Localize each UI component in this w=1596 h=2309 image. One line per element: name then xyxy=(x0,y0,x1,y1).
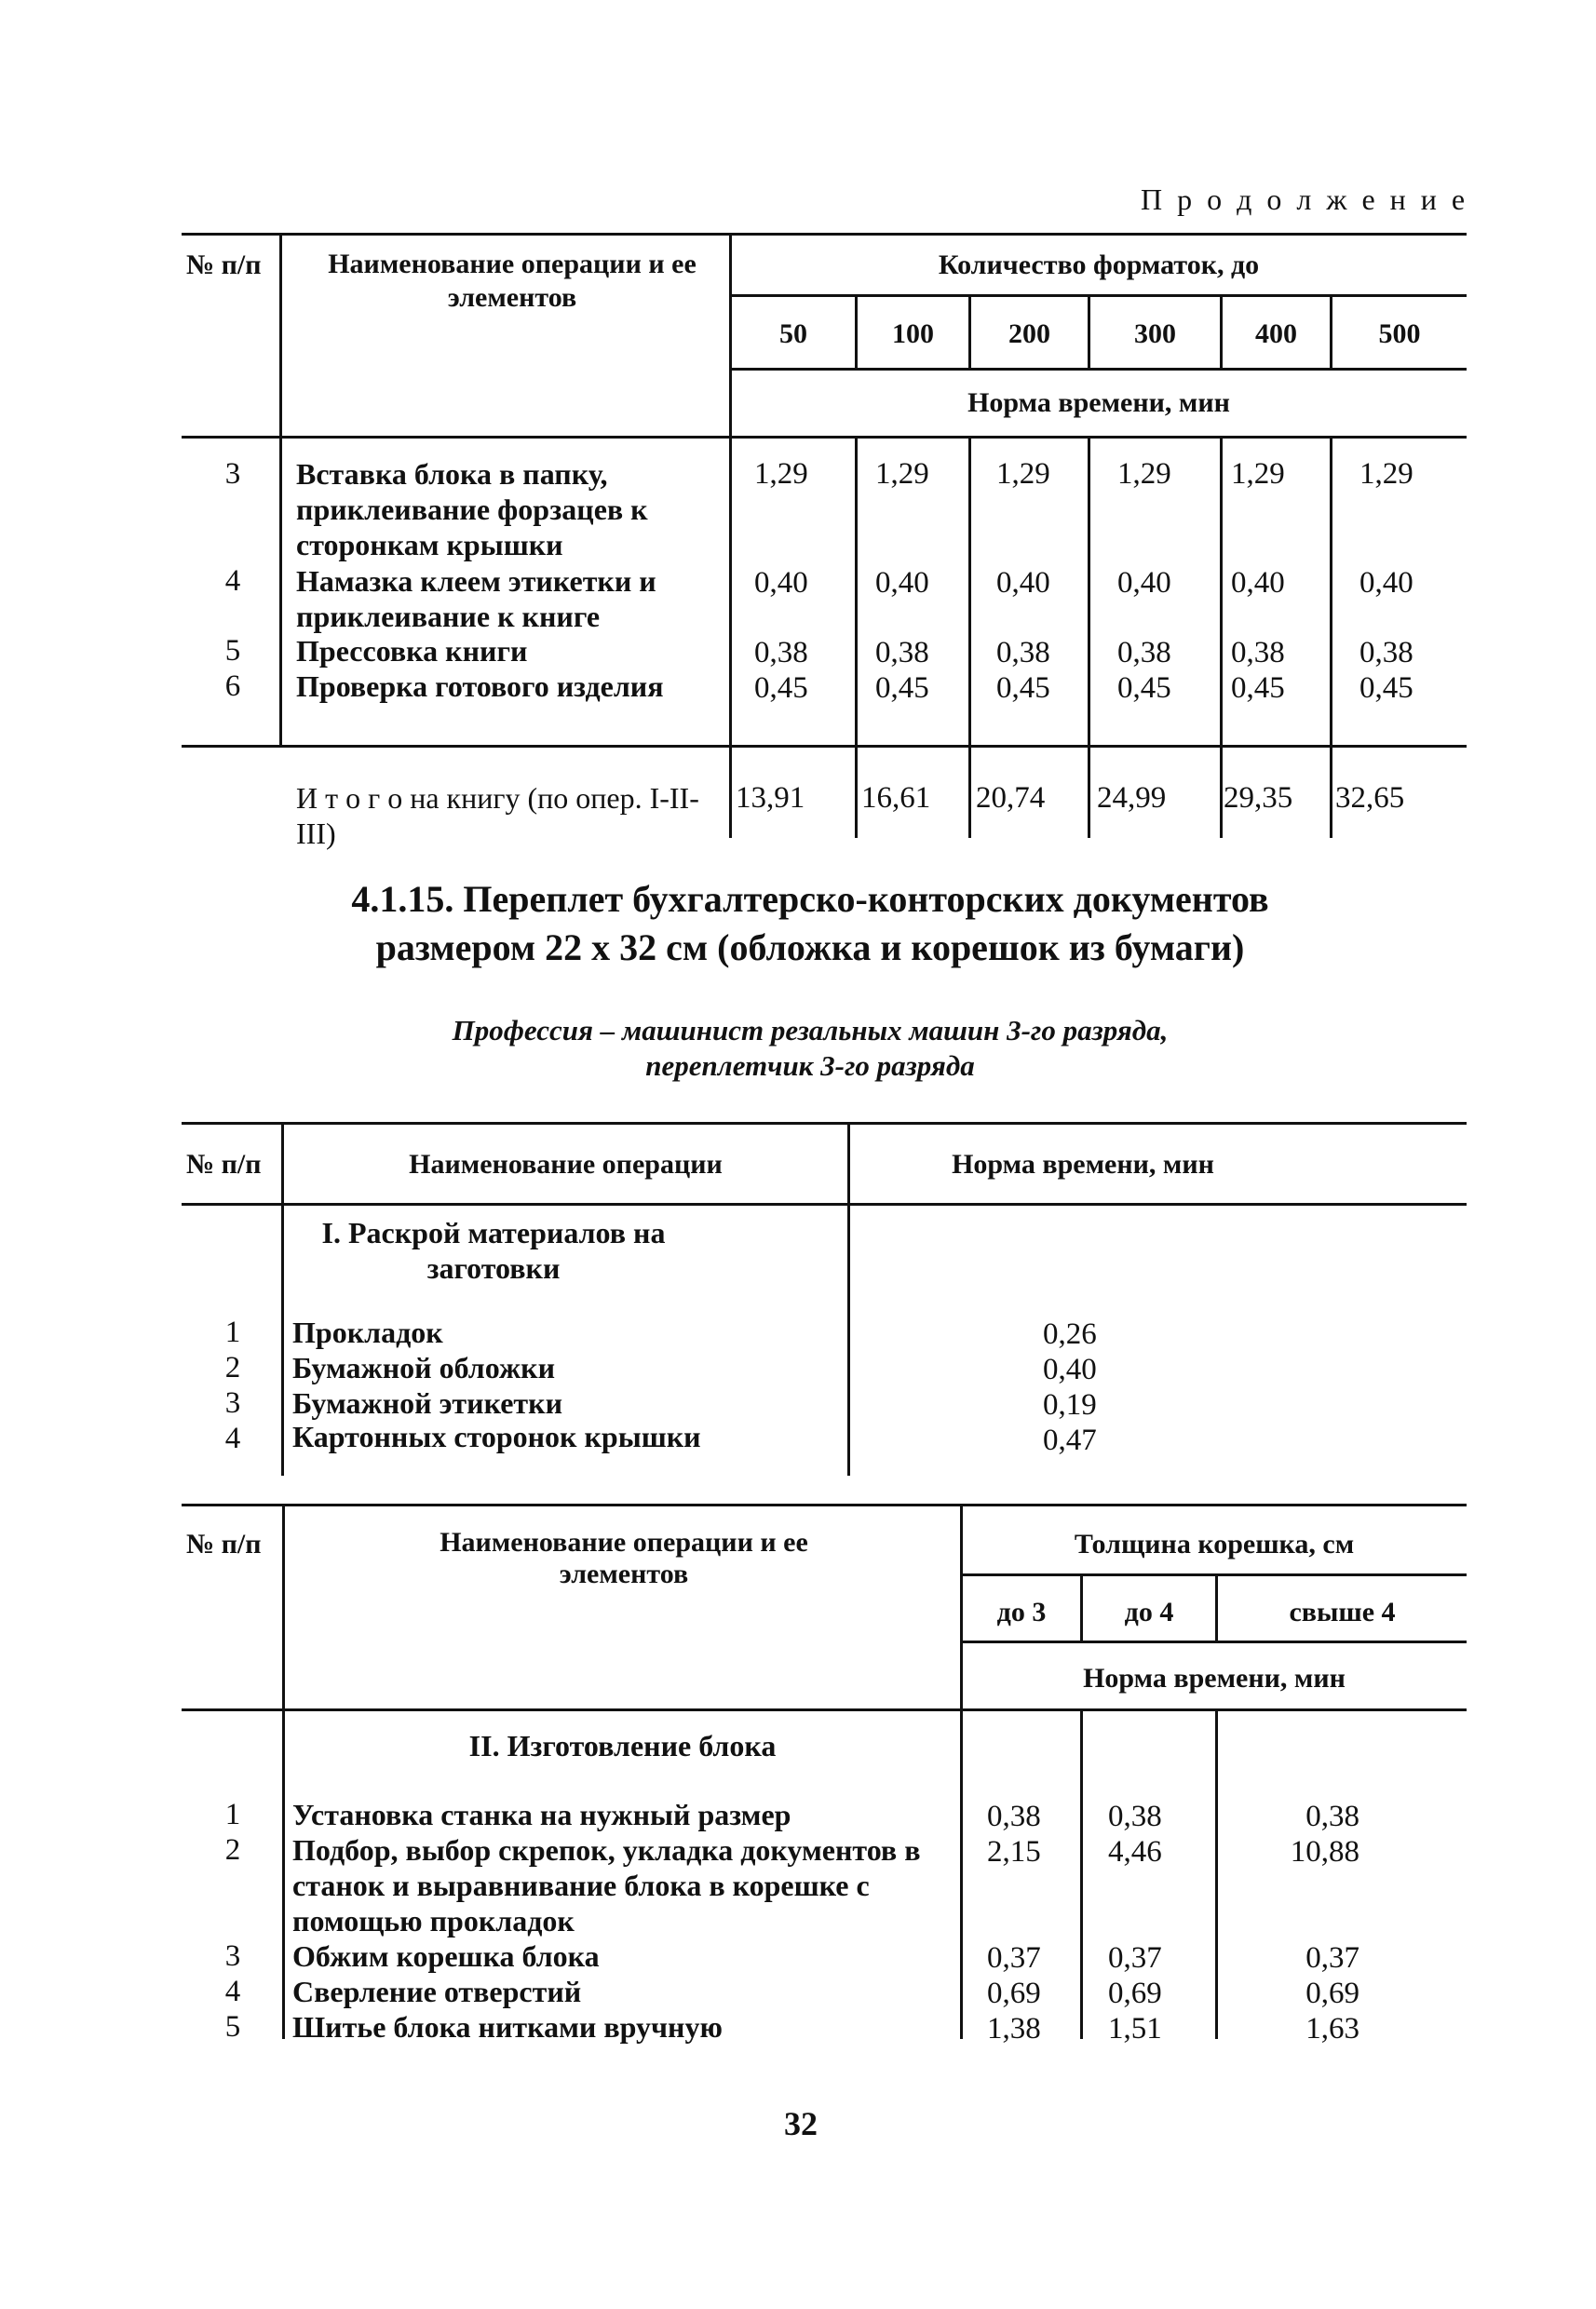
cell-value: 0,37 xyxy=(1108,1941,1162,1975)
row-name: Обжим корешка блока xyxy=(292,1939,600,1973)
row-num: 4 xyxy=(224,1422,241,1455)
cell-value: 0,45 xyxy=(1231,671,1285,705)
cell-value: 0,38 xyxy=(1231,636,1285,669)
row-name: Проверка готового изделия xyxy=(296,669,664,703)
cell-value: 1,38 xyxy=(987,2012,1041,2046)
cell-value: 1,29 xyxy=(1359,457,1413,491)
cell-value: 1,51 xyxy=(1108,2012,1162,2046)
row-num: 1 xyxy=(224,1316,241,1349)
cell-value: 0,40 xyxy=(875,566,929,600)
col-num-header: № п/п xyxy=(186,1149,262,1180)
cell-value: 1,29 xyxy=(875,457,929,491)
cell-value: 1,63 xyxy=(1305,2012,1359,2046)
cell-value: 0,45 xyxy=(754,671,808,705)
cell-value: 0,45 xyxy=(875,671,929,705)
cell-value: 0,38 xyxy=(1305,1800,1359,1833)
row-num: 5 xyxy=(224,634,241,668)
cell-value: 4,46 xyxy=(1108,1835,1162,1869)
cell-value: 0,69 xyxy=(987,1977,1041,2010)
row-name: Бумажной обложки xyxy=(292,1351,556,1384)
format-400: 400 xyxy=(1255,318,1297,349)
col-name-header: Наименование операции xyxy=(409,1149,723,1180)
format-300: 300 xyxy=(1134,318,1176,349)
row-num: 4 xyxy=(224,1975,241,2008)
cell-value: 0,38 xyxy=(1108,1800,1162,1833)
row-num: 6 xyxy=(224,669,241,703)
cell-value: 0,40 xyxy=(1231,566,1285,600)
group-heading: II. Изготовление блока xyxy=(468,1729,777,1762)
total-label: И т о г о на книгу (по опер. I-II-III) xyxy=(296,781,699,850)
col-upto-3: до 3 xyxy=(996,1597,1047,1627)
cell-value: 0,38 xyxy=(1117,636,1171,669)
row-name: Шитье блока нитками вручную xyxy=(292,2010,723,2044)
cell-value: 0,40 xyxy=(1117,566,1171,600)
cell-value: 1,29 xyxy=(1231,457,1285,491)
format-500: 500 xyxy=(1378,318,1421,349)
cell-value: 0,69 xyxy=(1305,1977,1359,2010)
col-name-header: Наименование операции и ее элементов xyxy=(328,249,697,313)
cell-value: 1,29 xyxy=(754,457,808,491)
col-norm-header: Норма времени, мин xyxy=(952,1149,1214,1180)
total-value: 29,35 xyxy=(1224,781,1293,815)
cell-value: 0,69 xyxy=(1108,1977,1162,2010)
total-value: 16,61 xyxy=(861,781,931,815)
row-num: 1 xyxy=(224,1798,241,1831)
cell-value: 0,40 xyxy=(1359,566,1413,600)
row-num: 2 xyxy=(224,1833,241,1867)
continuation-label: П р о д о л ж е н и е xyxy=(1141,182,1469,216)
format-50: 50 xyxy=(779,318,807,349)
row-num: 4 xyxy=(224,564,241,598)
format-100: 100 xyxy=(892,318,934,349)
cell-value: 1,29 xyxy=(996,457,1050,491)
cell-value: 0,40 xyxy=(754,566,808,600)
cell-value: 10,88 xyxy=(1290,1835,1359,1869)
col-num-header: № п/п xyxy=(186,1529,262,1560)
row-num: 5 xyxy=(224,2010,241,2044)
cell-value: 0,38 xyxy=(1359,636,1413,669)
col-num-header: № п/п xyxy=(186,250,262,280)
row-num: 2 xyxy=(224,1351,241,1384)
cell-value: 0,19 xyxy=(1043,1388,1097,1422)
col-over-4: свыше 4 xyxy=(1289,1597,1396,1627)
cell-value: 0,45 xyxy=(1359,671,1413,705)
unit-header: Норма времени, мин xyxy=(967,387,1230,418)
group-heading: I. Раскрой материалов на заготовки xyxy=(321,1216,666,1285)
profession: Профессия – машинист резальных машин 3-го разряда, переплетчик 3-го разряда xyxy=(452,1014,1169,1082)
unit-header: Норма времени, мин xyxy=(1083,1663,1346,1694)
cell-value: 0,38 xyxy=(996,636,1050,669)
row-name: Картонных сторонок крышки xyxy=(292,1420,701,1453)
cell-value: 0,38 xyxy=(987,1800,1041,1833)
col-upto-4: до 4 xyxy=(1124,1597,1174,1627)
cell-value: 0,40 xyxy=(996,566,1050,600)
total-value: 20,74 xyxy=(976,781,1046,815)
row-name: Сверление отверстий xyxy=(292,1975,582,2008)
cell-value: 0,45 xyxy=(1117,671,1171,705)
cell-value: 2,15 xyxy=(987,1835,1041,1869)
col-name-header: Наименование операции и ее элементов xyxy=(440,1527,808,1589)
total-value: 24,99 xyxy=(1097,781,1167,815)
row-name: Подбор, выбор скрепок, укладка документов в станок и выравнивание блока в корешке с помощью прокладок xyxy=(292,1833,921,1938)
total-value: 32,65 xyxy=(1335,781,1405,815)
page-number: 32 xyxy=(784,2105,818,2142)
formats-group-header: Количество форматок, до xyxy=(938,250,1260,280)
row-num: 3 xyxy=(224,1386,241,1420)
format-200: 200 xyxy=(1008,318,1050,349)
row-name: Бумажной этикетки xyxy=(292,1386,563,1420)
cell-value: 0,47 xyxy=(1043,1424,1097,1457)
row-name: Прокладок xyxy=(292,1316,443,1349)
thickness-group-header: Толщина корешка, см xyxy=(1074,1529,1355,1560)
cell-value: 0,45 xyxy=(996,671,1050,705)
cell-value: 0,40 xyxy=(1043,1353,1097,1386)
row-name: Прессовка книги xyxy=(296,634,528,668)
cell-value: 0,26 xyxy=(1043,1317,1097,1351)
cell-value: 0,38 xyxy=(754,636,808,669)
row-name: Вставка блока в папку, приклеивание форзацев к сторонкам крышки xyxy=(296,457,648,561)
section-title: 4.1.15. Переплет бухгалтерско-конторских документов размером 22 х 32 см (обложка и корешок из бумаги) xyxy=(351,878,1269,968)
row-name: Намазка клеем этикетки и приклеивание к книге xyxy=(296,564,656,633)
cell-value: 0,37 xyxy=(1305,1941,1359,1975)
cell-value: 0,37 xyxy=(987,1941,1041,1975)
row-num: 3 xyxy=(224,457,241,491)
cell-value: 1,29 xyxy=(1117,457,1171,491)
total-value: 13,91 xyxy=(736,781,805,815)
row-name: Установка станка на нужный размер xyxy=(292,1798,791,1831)
row-num: 3 xyxy=(224,1939,241,1973)
cell-value: 0,38 xyxy=(875,636,929,669)
